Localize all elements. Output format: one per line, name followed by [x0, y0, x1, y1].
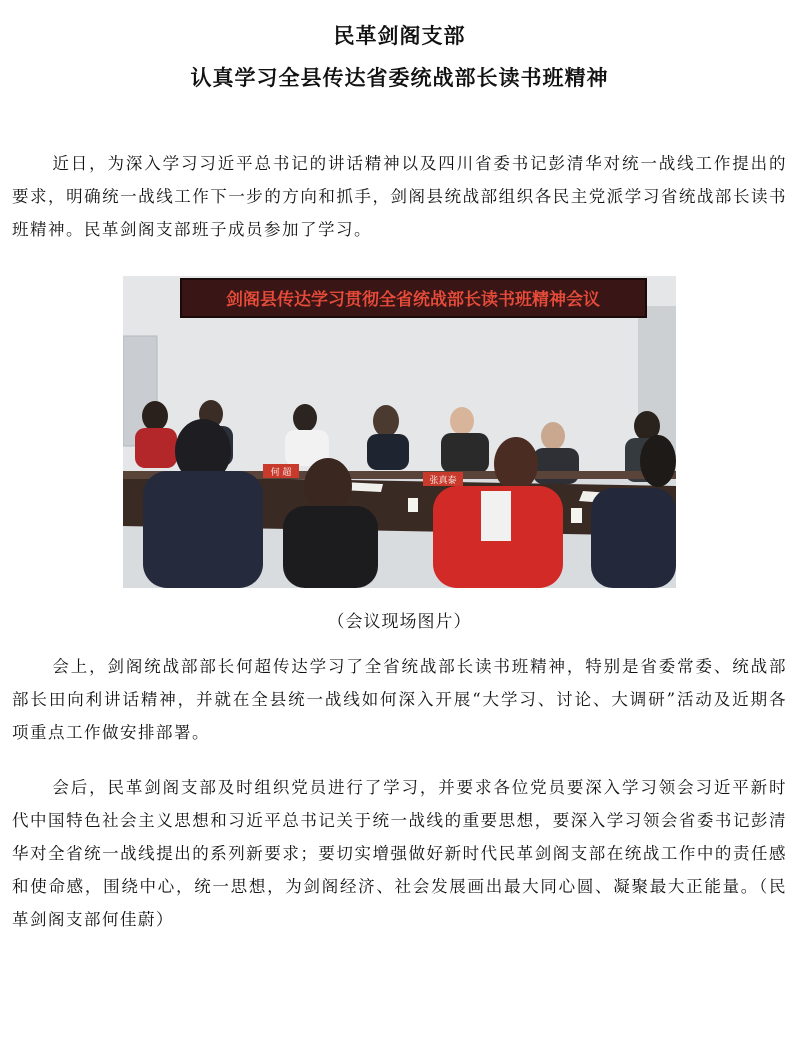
paragraph-2-text: 会上，剑阁统战部部长何超传达学习了全省统战部长读书班精神，特别是省委常委、统战部部长田向利讲话精神，并就在全县统一战线如何深入开展“大学习、讨论、大调研”活动及近期各项重点工作做安排部署。	[12, 657, 787, 742]
nameplate-2: 张真泰	[429, 476, 457, 486]
document-title-line2: 认真学习全县传达省委统战部长读书班精神	[190, 65, 609, 90]
paragraph-3	[12, 771, 787, 936]
document-title-line1: 民革剑阁支部	[333, 23, 466, 48]
banner-text: 剑阁县传达学习贯彻全省统战部长读书班精神会议	[226, 290, 600, 310]
paragraph-2	[12, 650, 787, 749]
photo-caption: （会议现场图片）	[327, 612, 472, 632]
meeting-photo-illustration	[123, 276, 676, 588]
meeting-photo	[123, 276, 676, 588]
paragraph-3-text: 会后，民革剑阁支部及时组织党员进行了学习，并要求各位党员要深入学习领会习近平新时代中国特色社会主义思想和习近平总书记关于统一战线的重要思想，要深入学习领会省委书记彭清华对全省统一战线提出的系列新要求；要切实增强做好新时代民革剑阁支部在统战工作中的责任感和使命感，围绕中心，统一思想，为剑阁经济、社会发展画出最大同心圆、凝聚最大正能量。（民革剑阁支部何佳蔚）	[12, 778, 787, 929]
nameplate-1: 何 超	[270, 468, 292, 478]
paragraph-1-text: 近日，为深入学习习近平总书记的讲话精神以及四川省委书记彭清华对统一战线工作提出的要求，明确统一战线工作下一步的方向和抓手，剑阁县统战部组织各民主党派学习省统战部长读书班精神。民革剑阁支部班子成员参加了学习。	[12, 154, 787, 239]
paragraph-1	[12, 147, 787, 246]
